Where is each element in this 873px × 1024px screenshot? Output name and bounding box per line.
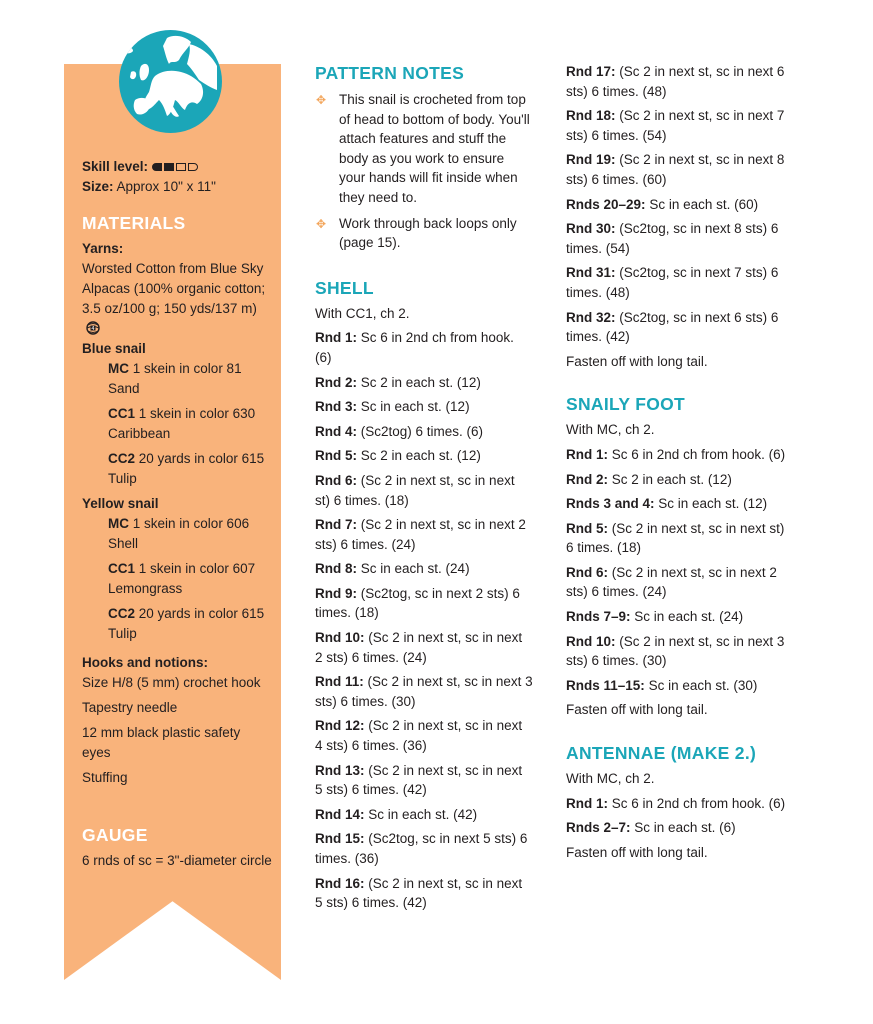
round-text: Sc 2 in each st. (12) xyxy=(360,448,481,464)
round-text: (Sc2tog, sc in next 6 sts) 6 times. (42) xyxy=(566,309,779,345)
round-text: (Sc 2 in next st, sc in next 7 sts) 6 times. (54) xyxy=(566,108,785,143)
foot-rounds-list xyxy=(566,445,788,696)
round-label: Rnd 1: xyxy=(566,795,608,811)
notion-item: 12 mm black plastic safety eyes xyxy=(82,725,241,760)
round-item xyxy=(315,716,533,755)
diamond-bullet-icon: ✥ xyxy=(316,93,327,107)
pattern-note-text: Work through back loops only (page 15). xyxy=(339,215,517,251)
round-text: (Sc 2 in next st, sc in next 5 sts) 6 times. (42) xyxy=(315,875,523,911)
round-item xyxy=(566,794,788,814)
round-item xyxy=(566,195,788,215)
middle-column xyxy=(315,62,533,918)
yarn-detail: 1 skein in color 606 Shell xyxy=(108,516,250,551)
yarn-detail: 20 yards in color 615 Tulip xyxy=(108,606,265,641)
round-label: Rnd 2: xyxy=(566,471,608,487)
round-item xyxy=(315,874,533,913)
round-item xyxy=(315,328,533,367)
antennae-intro: With MC, ch 2. xyxy=(566,771,655,787)
notion-item: Size H/8 (5 mm) crochet hook xyxy=(82,675,261,690)
yarn-weight-4-icon xyxy=(85,321,101,335)
skill-level-indicator xyxy=(152,163,198,171)
round-text: (Sc2tog, sc in next 8 sts) 6 times. (54) xyxy=(566,221,779,256)
round-text: Sc in each st. (12) xyxy=(360,399,470,415)
list-item xyxy=(108,559,272,599)
round-label: Rnd 12: xyxy=(315,718,365,734)
round-label: Rnd 15: xyxy=(315,831,365,847)
round-text: Sc 6 in 2nd ch from hook. (6) xyxy=(315,330,514,365)
round-item xyxy=(566,632,788,671)
round-item xyxy=(315,373,533,393)
round-label: Rnd 11: xyxy=(315,674,364,690)
round-label: Rnd 9: xyxy=(315,585,357,601)
list-item xyxy=(108,359,272,399)
round-item xyxy=(315,397,533,417)
right-column xyxy=(566,62,788,867)
round-text: (Sc 2 in next st, sc in next 3 sts) 6 times. (30) xyxy=(566,633,785,669)
skill-block-1 xyxy=(152,163,162,171)
hooks-notions-label: Hooks and notions: xyxy=(82,655,208,670)
skill-level-label: Skill level: xyxy=(82,159,149,174)
round-text: (Sc2tog) 6 times. (6) xyxy=(360,423,484,439)
yarn-code: CC2 xyxy=(108,451,136,466)
round-label: Rnd 17: xyxy=(566,64,616,79)
round-label: Rnd 6: xyxy=(315,472,357,488)
foot-finish: Fasten off with long tail. xyxy=(566,702,708,718)
round-label: Rnd 1: xyxy=(315,330,357,346)
diamond-bullet-icon: ✥ xyxy=(316,216,327,231)
yarn-code: CC1 xyxy=(108,406,136,421)
round-text: (Sc 2 in next st, sc in next 2 sts) 6 times. (24) xyxy=(566,564,777,600)
yarn-code: MC xyxy=(108,516,129,531)
round-item xyxy=(315,672,533,711)
svg-text:4: 4 xyxy=(91,326,95,332)
yarn-detail: 1 skein in color 630 Caribbean xyxy=(108,406,256,441)
round-item xyxy=(566,519,788,558)
round-label: Rnd 18: xyxy=(566,108,616,124)
round-text: (Sc 2 in next st, sc in next 4 sts) 6 times. (36) xyxy=(315,718,523,754)
list-item xyxy=(108,449,272,489)
antennae-finish: Fasten off with long tail. xyxy=(566,844,708,860)
size-value: Approx 10" x 11" xyxy=(116,179,216,194)
round-text: Sc in each st. (12) xyxy=(658,496,768,512)
round-item xyxy=(566,445,788,465)
foot-intro: With MC, ch 2. xyxy=(566,422,655,438)
pattern-note xyxy=(315,214,533,253)
round-item xyxy=(315,422,533,442)
blue-snail-title: Blue snail xyxy=(82,341,146,356)
yarn-description xyxy=(82,259,272,339)
snaily-foot-heading: SNAILY FOOT xyxy=(566,394,686,415)
gauge-heading: GAUGE xyxy=(82,825,148,845)
round-label: Rnds 20–29: xyxy=(566,196,646,212)
round-text: (Sc 2 in next st, sc in next 2 sts) 6 times. (24) xyxy=(315,517,526,552)
round-item xyxy=(315,515,533,554)
list-item xyxy=(108,404,272,444)
yarn-code: CC1 xyxy=(108,561,136,576)
shell-rounds-list xyxy=(315,328,533,912)
pattern-notes-heading: PATTERN NOTES xyxy=(315,63,465,83)
size-row xyxy=(82,177,272,197)
shell-finish: Fasten off with long tail. xyxy=(566,353,708,369)
notion-item: Stuffing xyxy=(82,770,128,785)
round-text: Sc in each st. (60) xyxy=(649,196,759,212)
yarns-label: Yarns: xyxy=(82,241,124,256)
round-item xyxy=(566,106,788,145)
round-label: Rnd 5: xyxy=(315,448,357,464)
round-item xyxy=(566,62,788,101)
round-text: Sc 6 in 2nd ch from hook. (6) xyxy=(611,795,786,811)
antennae-rounds-list xyxy=(566,794,788,838)
pattern-note-text: This snail is crocheted from top of head to bottom of body. You'll attach features and stuff the body as you work to ensure your hands will fit inside when they need to. xyxy=(339,92,530,205)
round-item xyxy=(315,446,533,466)
round-label: Rnds 2–7: xyxy=(566,820,631,836)
round-label: Rnd 14: xyxy=(315,806,365,822)
round-label: Rnd 5: xyxy=(566,520,608,536)
round-item xyxy=(315,761,533,800)
round-item xyxy=(566,676,788,696)
yellow-snail-list xyxy=(82,514,272,644)
round-text: Sc in each st. (42) xyxy=(368,806,478,822)
skill-block-3 xyxy=(176,163,186,171)
round-label: Rnds 3 and 4: xyxy=(566,496,655,512)
round-item xyxy=(315,829,533,868)
blue-snail-list xyxy=(82,359,272,489)
round-text: (Sc 2 in next st, sc in next st) 6 times. (18) xyxy=(566,520,785,556)
round-item xyxy=(315,471,533,510)
yarn-code: CC2 xyxy=(108,606,136,621)
round-item xyxy=(566,607,788,627)
round-label: Rnd 13: xyxy=(315,762,365,778)
round-text: (Sc 2 in next st, sc in next st) 6 times. (18) xyxy=(315,472,515,508)
size-label: Size: xyxy=(82,179,114,194)
europe-globe-icon xyxy=(119,30,222,133)
round-label: Rnd 3: xyxy=(315,399,357,415)
yarn-detail: 1 skein in color 81 Sand xyxy=(108,361,242,396)
round-text: Sc 2 in each st. (12) xyxy=(611,471,732,487)
round-label: Rnd 7: xyxy=(315,517,357,533)
round-text: Sc 6 in 2nd ch from hook. (6) xyxy=(611,446,786,462)
yellow-snail-title: Yellow snail xyxy=(82,496,159,511)
gauge-text: 6 rnds of sc = 3"-diameter circle xyxy=(82,853,272,868)
round-item xyxy=(566,219,788,258)
round-item xyxy=(315,584,533,623)
round-label: Rnd 31: xyxy=(566,265,616,281)
round-text: (Sc2tog, sc in next 5 sts) 6 times. (36) xyxy=(315,831,528,866)
round-label: Rnds 11–15: xyxy=(566,677,645,693)
skill-level-row xyxy=(82,157,272,177)
notion-item: Tapestry needle xyxy=(82,700,178,715)
shell-rounds-continued xyxy=(566,62,788,347)
yarn-code: MC xyxy=(108,361,129,376)
round-label: Rnd 19: xyxy=(566,152,616,168)
round-label: Rnds 7–9: xyxy=(566,609,631,625)
round-label: Rnd 6: xyxy=(566,564,608,580)
round-item xyxy=(566,818,788,838)
round-text: (Sc 2 in next st, sc in next 2 sts) 6 times. (24) xyxy=(315,630,523,665)
round-text: (Sc2tog, sc in next 2 sts) 6 times. (18) xyxy=(315,585,520,621)
materials-heading: MATERIALS xyxy=(82,213,186,233)
round-text: (Sc 2 in next st, sc in next 3 sts) 6 times. (30) xyxy=(315,674,533,709)
skill-size-block xyxy=(82,157,272,197)
gauge-block xyxy=(82,825,272,871)
round-item xyxy=(566,150,788,189)
round-text: Sc 2 in each st. (12) xyxy=(360,374,481,390)
round-text: (Sc 2 in next st, sc in next 6 sts) 6 times. (48) xyxy=(566,64,785,99)
round-text: Sc in each st. (30) xyxy=(648,677,758,693)
yarn-description-text: Worsted Cotton from Blue Sky Alpacas (100% organic cotton; 3.5 oz/100 g; 150 yds/137 m) xyxy=(82,261,266,316)
round-label: Rnd 10: xyxy=(566,633,616,649)
round-item xyxy=(566,470,788,490)
shell-intro: With CC1, ch 2. xyxy=(315,305,410,321)
round-item xyxy=(566,494,788,514)
round-label: Rnd 30: xyxy=(566,221,616,237)
round-text: (Sc 2 in next st, sc in next 8 sts) 6 times. (60) xyxy=(566,152,785,187)
round-label: Rnd 8: xyxy=(315,561,357,577)
shell-heading: SHELL xyxy=(315,277,374,298)
round-item xyxy=(315,628,533,667)
antennae-heading: ANTENNAE (MAKE 2.) xyxy=(566,743,757,764)
materials-block xyxy=(82,213,272,788)
round-label: Rnd 4: xyxy=(315,423,357,439)
round-item xyxy=(315,805,533,825)
round-item xyxy=(315,559,533,579)
round-text: Sc in each st. (6) xyxy=(634,820,736,836)
skill-block-2 xyxy=(164,163,174,171)
skill-block-4 xyxy=(188,163,198,171)
round-text: Sc in each st. (24) xyxy=(634,609,744,625)
pattern-note xyxy=(315,90,533,208)
list-item xyxy=(108,514,272,554)
round-label: Rnd 32: xyxy=(566,309,616,325)
yarn-detail: 20 yards in color 615 Tulip xyxy=(108,451,265,486)
round-text: (Sc2tog, sc in next 7 sts) 6 times. (48) xyxy=(566,265,779,300)
round-item xyxy=(566,563,788,602)
round-item xyxy=(566,308,788,347)
round-text: Sc in each st. (24) xyxy=(360,561,470,577)
round-label: Rnd 1: xyxy=(566,446,608,462)
round-text: (Sc 2 in next st, sc in next 5 sts) 6 times. (42) xyxy=(315,762,523,798)
yarn-detail: 1 skein in color 607 Lemongrass xyxy=(108,561,256,596)
list-item xyxy=(108,604,272,644)
round-label: Rnd 2: xyxy=(315,374,357,390)
round-item xyxy=(566,263,788,302)
round-label: Rnd 16: xyxy=(315,875,365,891)
round-label: Rnd 10: xyxy=(315,630,365,646)
